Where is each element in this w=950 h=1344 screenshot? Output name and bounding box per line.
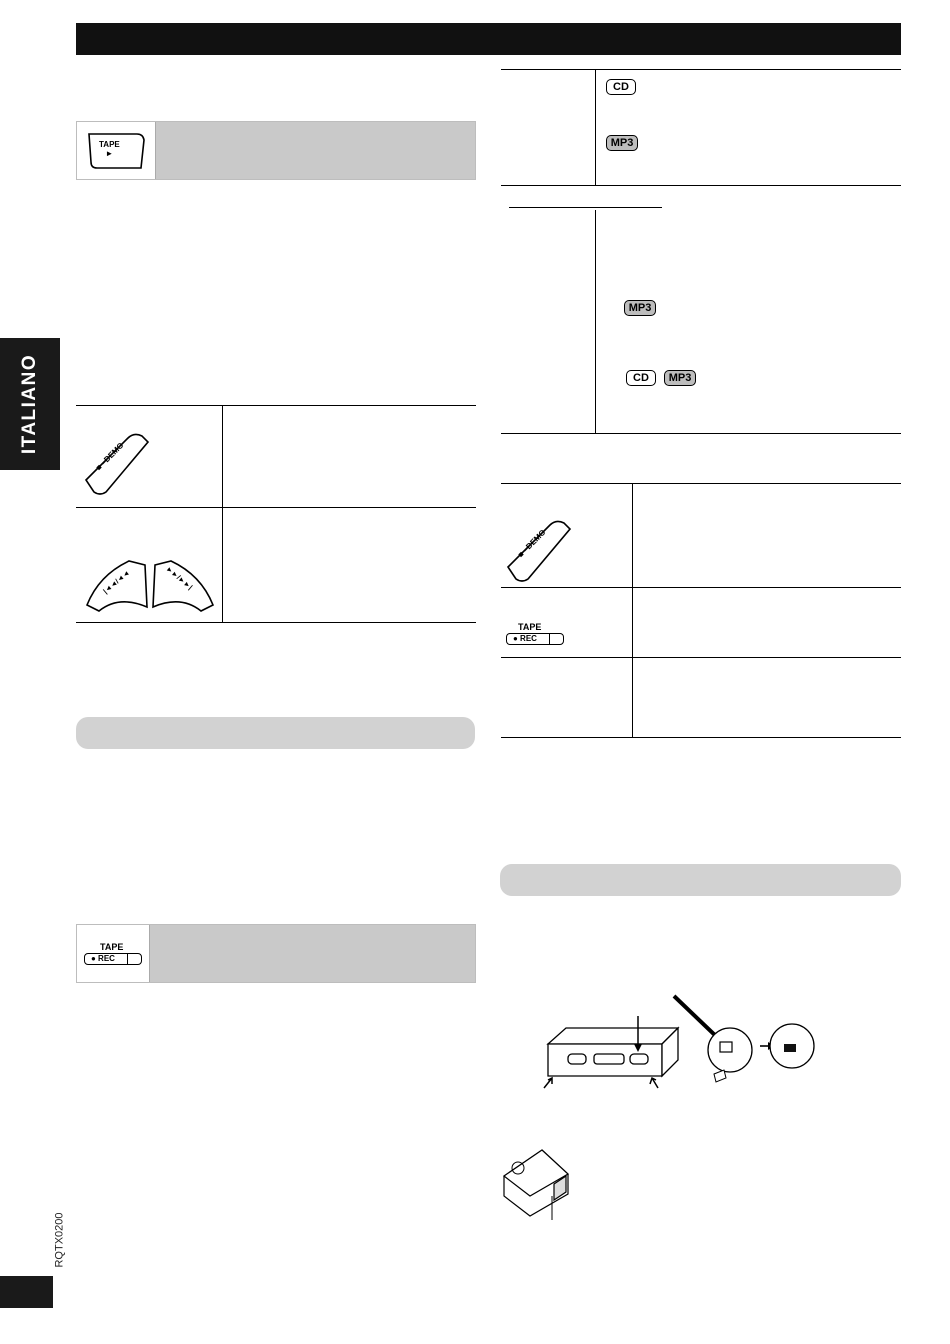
- tape-rec-button-icon[interactable]: [506, 623, 564, 645]
- tape-rec-icon-cell: [77, 925, 150, 982]
- left-section-heading-pill: [76, 717, 475, 749]
- right-section-heading-pill: [500, 864, 901, 896]
- right-table3-divider: [632, 483, 633, 737]
- tape-play-label: [99, 140, 120, 158]
- stop-demo-button-icon[interactable]: [504, 505, 574, 585]
- right-table1-bottom-rule: [501, 185, 901, 186]
- left-table-divider: [222, 405, 223, 622]
- tape-play-icon-cell: [77, 122, 156, 179]
- mp3-badge: MP3: [606, 135, 638, 151]
- cassette-corner-illustration: [502, 1146, 572, 1222]
- left-table-bottom-rule: [76, 622, 476, 623]
- cd-badge: CD: [626, 370, 656, 386]
- tape-play-label-bottom: ►: [105, 149, 114, 158]
- stop-demo-label: ■ –DEMO: [94, 440, 126, 473]
- mp3-badge: MP3: [624, 300, 656, 316]
- stop-demo-button-icon[interactable]: [82, 418, 152, 498]
- left-table-mid-rule: [76, 507, 476, 508]
- tape-rec-label-bottom: ● REC: [507, 634, 550, 644]
- skip-next-label[interactable]: ►►/►►|: [164, 565, 194, 592]
- page-title-bar: [76, 23, 901, 55]
- cd-badge: CD: [606, 79, 636, 95]
- right-table2-bottom-rule: [501, 433, 901, 434]
- right-table2-divider: [595, 210, 596, 433]
- language-tab-label: ITALIANO: [19, 353, 40, 455]
- right-table3-top-rule: [501, 483, 901, 484]
- left-table-top-rule: [76, 405, 476, 406]
- skip-buttons-icon: [85, 555, 215, 615]
- tape-rec-label-bottom: ● REC: [85, 954, 128, 964]
- document-code-label: RQTX0200: [54, 1212, 66, 1268]
- right-table3-bottom-rule: [501, 737, 901, 738]
- language-tab: [0, 338, 60, 470]
- right-table1-divider: [595, 69, 596, 185]
- tape-play-step-box: [76, 121, 476, 180]
- stop-demo-icon: [82, 418, 152, 498]
- stop-demo-label: ■ –DEMO: [516, 527, 548, 560]
- right-table3-rule-3: [501, 657, 901, 658]
- right-table2-short-rule: [509, 207, 662, 208]
- mp3-badge: MP3: [664, 370, 696, 386]
- document-code: [30, 1210, 90, 1270]
- page-number-box: [0, 1276, 53, 1308]
- tape-rec-button-icon[interactable]: [84, 943, 142, 965]
- right-table1-top-rule: [501, 69, 901, 70]
- tape-play-label-top: TAPE: [99, 140, 120, 149]
- cassette-illustration: [538, 988, 823, 1098]
- skip-buttons-group: [85, 555, 215, 615]
- skip-prev-label[interactable]: |◄◄/◄◄: [102, 569, 132, 596]
- stop-demo-icon: [504, 505, 574, 585]
- right-table3-rule-2: [501, 587, 901, 588]
- tape-rec-label-top: TAPE: [518, 622, 542, 632]
- tape-rec-label-top: TAPE: [100, 941, 124, 952]
- tape-rec-step-box: [76, 924, 476, 983]
